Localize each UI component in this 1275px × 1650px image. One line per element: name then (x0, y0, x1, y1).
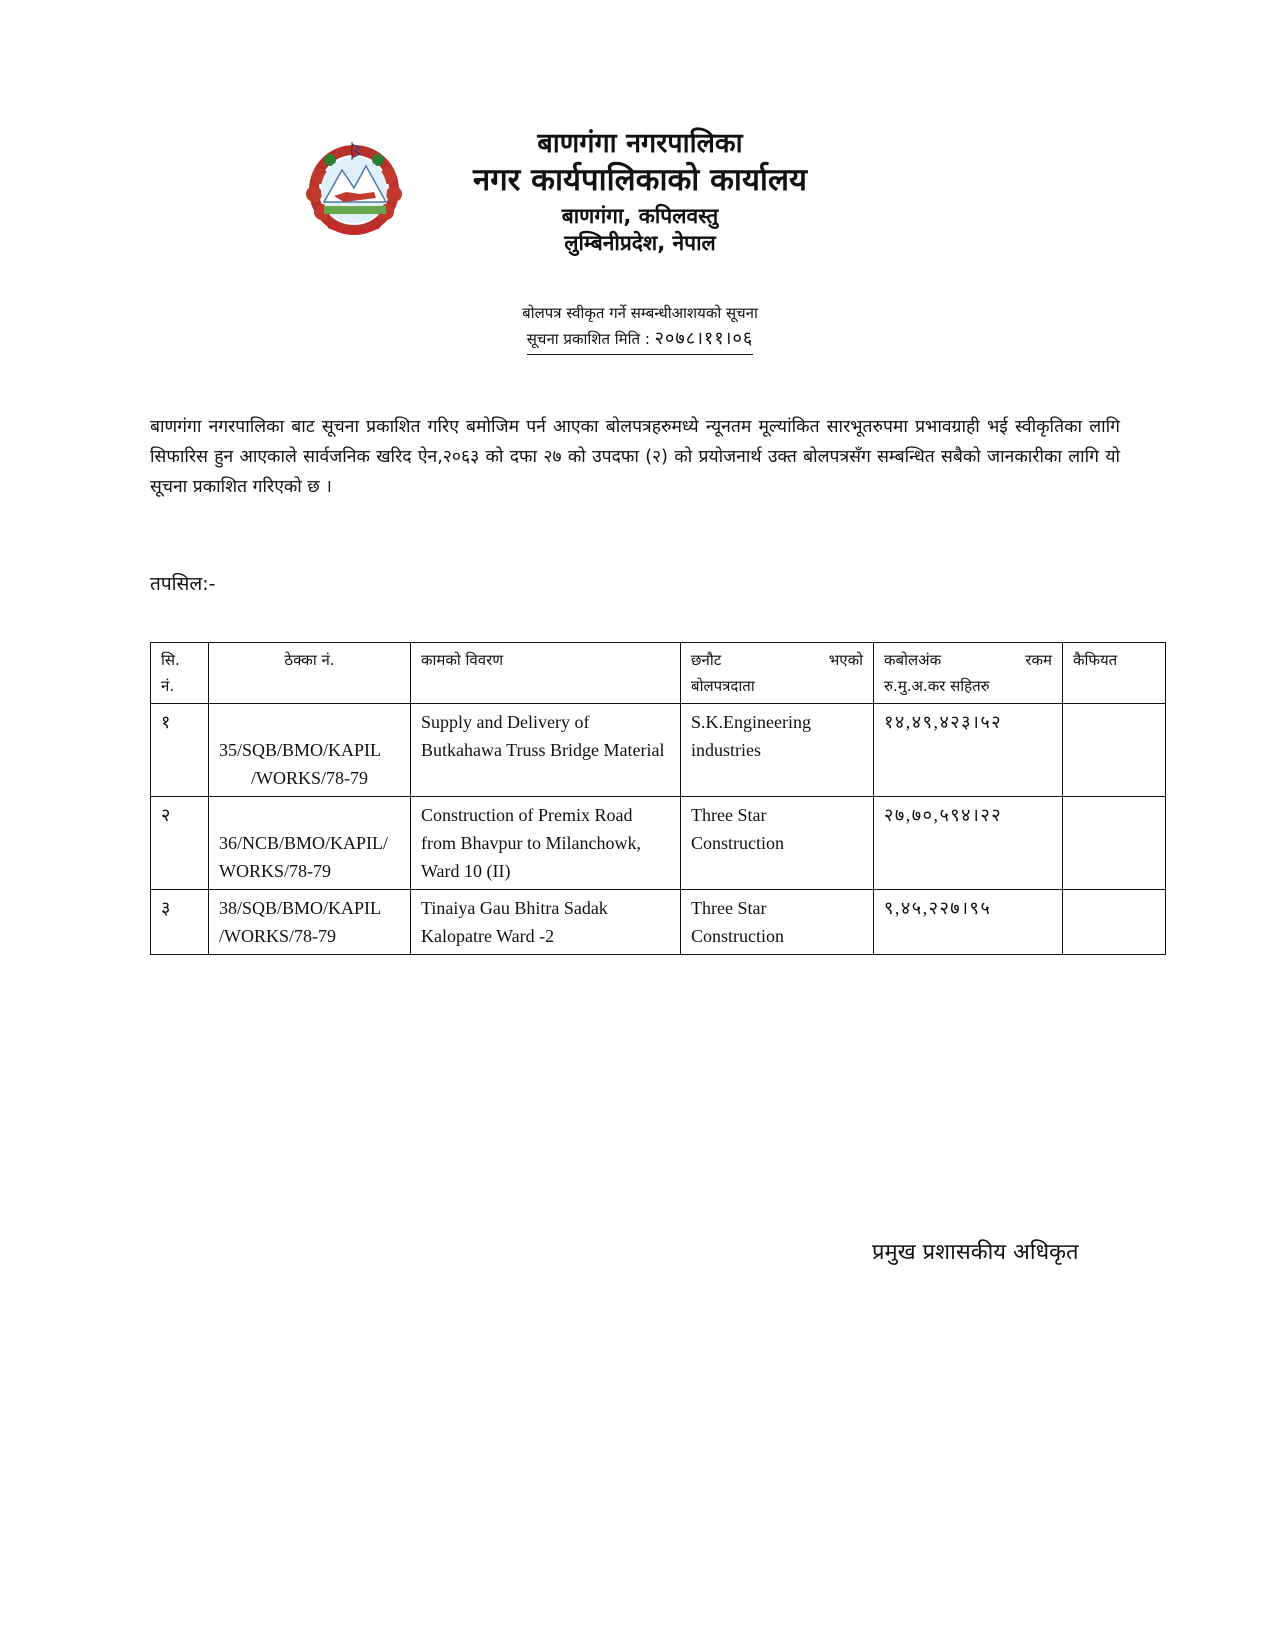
col-header-description: कामको विवरण (411, 643, 681, 704)
cell-description: Construction of Premix Road from Bhavpur to Milanchowk, Ward 10 (II) (411, 797, 681, 890)
cell-contract-no (209, 704, 411, 797)
notice-subject-block (380, 302, 900, 355)
col-header-contract-no (209, 643, 411, 704)
office-name: नगर कार्यपालिकाको कार्यालय (473, 162, 807, 199)
province-country: लुम्बिनीप्रदेश, नेपाल (564, 230, 716, 255)
col-header-amount-line2: रु.मु.अ.कर सहितरु (884, 677, 990, 695)
cell-bidder: S.K.Engineering industries (681, 704, 874, 797)
col-header-sn (151, 643, 209, 704)
col-header-amount (874, 643, 1063, 704)
table-row (151, 704, 1166, 797)
contract-no-line2: /WORKS/78-79 (251, 768, 368, 788)
cell-amount: १४,४९,४२३।५२ (874, 704, 1063, 797)
publish-date-value: २०७८।११।०६ (654, 328, 754, 350)
table-header-row (151, 643, 1166, 704)
bid-acceptance-table (150, 642, 1166, 955)
office-address: बाणगंगा, कपिलवस्तु (561, 203, 719, 228)
office-header (440, 128, 840, 256)
notice-body-paragraph: बाणगंगा नगरपालिका बाट सूचना प्रकाशित गरिए बमोजिम पर्न आएका बोलपत्रहरुमध्ये न्यूनतम मूल्यांकित सारभूतरुपमा प्रभावग्राही भई स्वीकृतिका लागि सिफारिस हुन आएकाले सार्वजनिक खरिद ऐन,२०६३ को दफा २७ को उपदफा (२) को प्रयोजनार्थ उक्त बोलपत्रसँग सम्बन्धित सबैको जानकारीका लागि यो सूचना प्रकाशित गरिएको छ । (150, 417, 1120, 497)
col-header-sn-line1: सि. (161, 651, 180, 669)
cell-sn: १ (151, 704, 209, 797)
col-header-bidder-line2: बोलपत्रदाता (691, 677, 755, 695)
table-row (151, 890, 1166, 955)
cell-remarks (1063, 704, 1166, 797)
contract-no-line1: 38/SQB/BMO/KAPIL (219, 898, 382, 918)
signatory-title: प्रमुख प्रशासकीय अधिकृत (872, 1240, 1079, 1265)
cell-bidder: Three Star Construction (681, 890, 874, 955)
col-header-sn-line2: नं. (161, 677, 175, 695)
contract-no-line1: 35/SQB/BMO/KAPIL (219, 740, 382, 760)
col-header-contract-no-text: ठेक्का नं. (284, 651, 335, 669)
cell-amount: ९,४५,२२७।९५ (874, 890, 1063, 955)
cell-contract-no (209, 890, 411, 955)
publish-date-label: सूचना प्रकाशित मिति : (526, 330, 650, 349)
nepal-emblem-logo (300, 136, 408, 236)
table-row (151, 797, 1166, 890)
cell-description: Tinaiya Gau Bhitra Sadak Kalopatre Ward -2 (411, 890, 681, 955)
details-label: तपसिल:- (150, 573, 216, 595)
cell-sn: २ (151, 797, 209, 890)
cell-amount: २७,७०,५९४।२२ (874, 797, 1063, 890)
contract-no-line1: 36/NCB/BMO/KAPIL/ (219, 833, 389, 853)
contract-no-line2: /WORKS/78-79 (219, 926, 336, 946)
cell-sn: ३ (151, 890, 209, 955)
cell-remarks (1063, 797, 1166, 890)
col-header-remarks: कैफियत (1063, 643, 1166, 704)
notice-subject: बोलपत्र स्वीकृत गर्ने सम्बन्धीआशयको सूचना (522, 304, 758, 322)
col-header-bidder-line1: छनौट भएको (691, 651, 863, 669)
cell-bidder: Three Star Construction (681, 797, 874, 890)
municipality-name: बाणगंगा नगरपालिका (537, 128, 743, 159)
publish-date-line (527, 325, 753, 355)
col-header-amount-line1: कबोलअंक रकम (884, 651, 1052, 669)
contract-no-line2: WORKS/78-79 (219, 861, 331, 881)
cell-description: Supply and Delivery of Butkahawa Truss Bridge Material (411, 704, 681, 797)
col-header-bidder (681, 643, 874, 704)
cell-remarks (1063, 890, 1166, 955)
cell-contract-no (209, 797, 411, 890)
